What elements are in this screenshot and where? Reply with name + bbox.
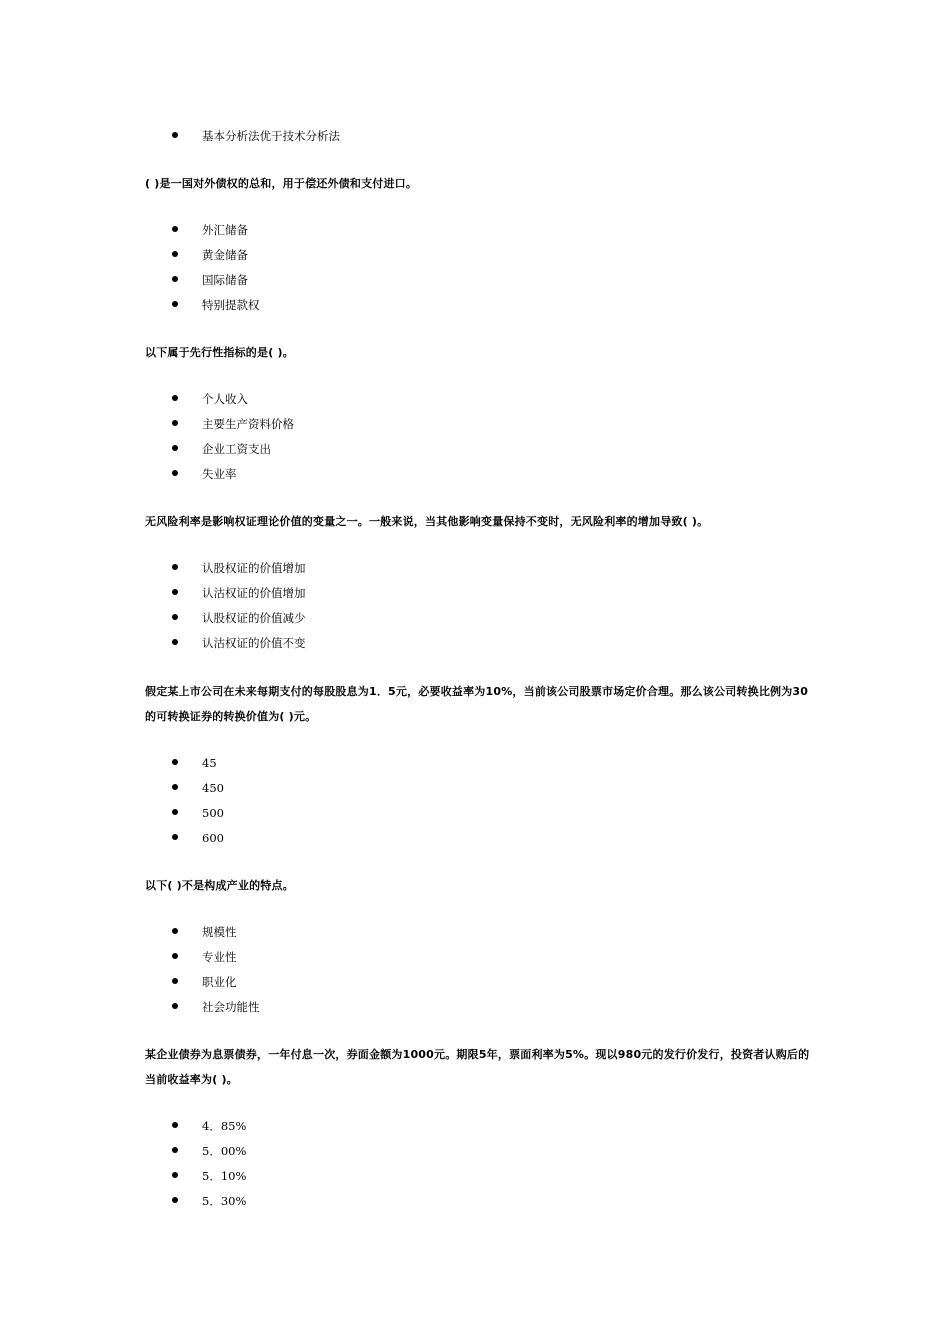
- question-text: 某企业债券为息票债券，一年付息一次，券面金额为1000元。期限5年，票面利率为5%。现以980元的发行价发行，投资者认购后的当前收益率为( )。: [145, 1048, 810, 1086]
- option-text: 45: [202, 756, 217, 770]
- bullet-icon: [172, 953, 178, 959]
- option-text: 社会功能性: [202, 1000, 260, 1014]
- option-item: [0, 1189, 950, 1214]
- option-item: [0, 826, 950, 851]
- bullet-icon: [172, 834, 178, 840]
- option-text: 认股权证的价值减少: [202, 611, 306, 625]
- option-item: [0, 581, 950, 606]
- question-text: ( )是一国对外债权的总和，用于偿还外债和支付进口。: [145, 177, 418, 190]
- option-item: [0, 751, 950, 776]
- option-text: 5．00%: [202, 1144, 247, 1158]
- option-item: [0, 268, 950, 293]
- bullet-icon: [172, 614, 178, 620]
- option-text: 专业性: [202, 950, 237, 964]
- option-text: 5．10%: [202, 1169, 247, 1183]
- option-item: [0, 945, 950, 970]
- question-text: 以下属于先行性指标的是( )。: [145, 346, 294, 359]
- bullet-icon: [172, 395, 178, 401]
- option-item: [0, 218, 950, 243]
- bullet-icon: [172, 1147, 178, 1153]
- bullet-icon: [172, 420, 178, 426]
- option-text: 主要生产资料价格: [202, 417, 294, 431]
- option-text: 个人收入: [202, 392, 248, 406]
- option-item: [0, 243, 950, 268]
- bullet-icon: [172, 470, 178, 476]
- bullet-icon: [172, 589, 178, 595]
- option-item: [0, 387, 950, 412]
- bullet-icon: [172, 251, 178, 257]
- option-text: 外汇储备: [202, 223, 248, 237]
- option-text: 职业化: [202, 975, 237, 989]
- bullet-icon: [172, 276, 178, 282]
- option-item: [0, 920, 950, 945]
- option-text: 450: [202, 781, 224, 795]
- option-item: [0, 293, 950, 318]
- question-text: 假定某上市公司在未来每期支付的每股股息为1．5元，必要收益率为10%，当前该公司股票市场定价合理。那么该公司转换比例为30的可转换证券的转换价值为( )元。: [145, 685, 809, 723]
- bullet-icon: [172, 759, 178, 765]
- option-item: [0, 556, 950, 581]
- bullet-icon: [172, 784, 178, 790]
- option-text: 500: [202, 806, 224, 820]
- option-text: 认沽权证的价值不变: [202, 636, 306, 650]
- option-text: 黄金储备: [202, 248, 248, 262]
- bullet-icon: [172, 1197, 178, 1203]
- bullet-icon: [172, 978, 178, 984]
- option-item: [0, 606, 950, 631]
- option-item: [0, 1114, 950, 1139]
- bullet-icon: [172, 809, 178, 815]
- bullet-icon: [172, 564, 178, 570]
- option-text: 4．85%: [202, 1119, 247, 1133]
- option-text: 国际储备: [202, 273, 248, 287]
- option-item: [0, 462, 950, 487]
- option-text: 企业工资支出: [202, 442, 271, 456]
- option-item: [0, 631, 950, 656]
- option-text: 失业率: [202, 467, 237, 481]
- option-item: [0, 995, 950, 1020]
- option-item: [0, 437, 950, 462]
- bullet-icon: [172, 928, 178, 934]
- question-text: 无风险利率是影响权证理论价值的变量之一。一般来说，当其他影响变量保持不变时，无风险利率的增加导致( )。: [145, 515, 709, 528]
- option-text: 5．30%: [202, 1194, 247, 1208]
- option-text: 基本分析法优于技术分析法: [202, 129, 340, 143]
- option-item: [0, 1164, 950, 1189]
- bullet-icon: [172, 301, 178, 307]
- bullet-icon: [172, 132, 178, 138]
- bullet-icon: [172, 1003, 178, 1009]
- question-text: 以下( )不是构成产业的特点。: [145, 879, 294, 892]
- option-item: [0, 1139, 950, 1164]
- bullet-icon: [172, 639, 178, 645]
- option-item: [0, 970, 950, 995]
- option-text: 认股权证的价值增加: [202, 561, 306, 575]
- option-text: 600: [202, 831, 224, 845]
- bullet-icon: [172, 226, 178, 232]
- option-item: [0, 412, 950, 437]
- option-text: 规模性: [202, 925, 237, 939]
- option-item: [0, 801, 950, 826]
- option-item: [0, 124, 950, 149]
- bullet-icon: [172, 1172, 178, 1178]
- bullet-icon: [172, 445, 178, 451]
- option-item: [0, 776, 950, 801]
- bullet-icon: [172, 1122, 178, 1128]
- option-text: 认沽权证的价值增加: [202, 586, 306, 600]
- option-text: 特别提款权: [202, 298, 260, 312]
